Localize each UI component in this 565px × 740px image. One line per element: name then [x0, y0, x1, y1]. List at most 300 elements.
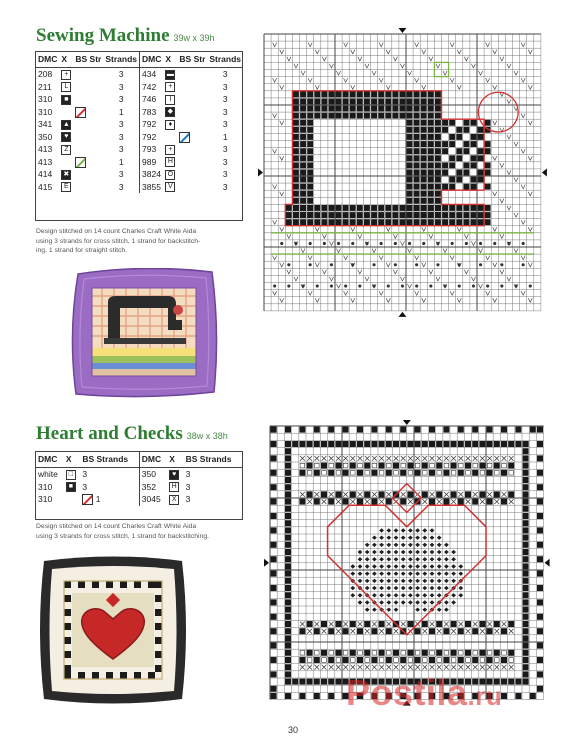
backstitch-symbol: [73, 168, 103, 181]
stitch-mark: [451, 242, 454, 245]
stitch-mark: [379, 441, 385, 447]
stitch-mark: [523, 542, 529, 548]
stitch-mark: [408, 499, 413, 504]
stitch-mark: [523, 628, 529, 634]
stitch-mark: [308, 78, 312, 82]
stitch-mark: [307, 621, 313, 627]
stitch-mark: [378, 205, 384, 211]
design-size: 38w x 38h: [186, 431, 228, 441]
stitch-mark: [293, 134, 299, 140]
strand-count: 3: [222, 156, 228, 167]
stitch-symbol-icon: ◆: [165, 107, 175, 117]
stitch-mark: [451, 665, 456, 670]
key-row: [36, 181, 243, 194]
stitch-mark: [401, 543, 406, 547]
stitch-mark: [401, 528, 406, 532]
stitch-mark: [322, 629, 327, 634]
stitch-mark: [458, 456, 463, 461]
stitch-mark: [437, 629, 442, 634]
stitch-mark: [429, 234, 433, 238]
stitch-mark: [358, 593, 363, 597]
stitch-mark: [415, 665, 420, 670]
stitch-mark: [472, 470, 478, 476]
stitch-mark: [329, 241, 333, 245]
stitch-mark: [463, 170, 469, 176]
sewing-machine-description: [36, 227, 246, 256]
stitch-mark: [285, 556, 291, 562]
stitch-mark: [293, 184, 299, 190]
stitch-mark: [285, 635, 291, 641]
stitch-mark: [415, 586, 420, 590]
stitch-mark: [372, 492, 377, 497]
cross-stitch-symbol: [163, 156, 177, 169]
stitch-mark: [523, 664, 529, 670]
stitch-mark: [307, 134, 313, 140]
check-square: [92, 581, 99, 588]
stitch-mark: [407, 155, 413, 161]
stitch-mark: [530, 427, 536, 433]
stitch-mark: [408, 71, 412, 75]
stitch-mark: [358, 550, 363, 554]
stitch-mark: [457, 50, 461, 54]
header-strands: Strands: [207, 52, 243, 68]
stitch-mark: [273, 43, 277, 47]
backstitch-symbol: [73, 143, 103, 156]
stitch-mark: [285, 441, 291, 447]
stitch-mark: [514, 178, 518, 182]
stitch-symbol-icon: I: [165, 95, 175, 105]
strand-count: 3: [222, 144, 228, 154]
stitch-mark: [537, 657, 543, 663]
stitch-mark: [451, 658, 456, 663]
stitch-mark: [408, 471, 413, 476]
stitch-mark: [428, 148, 434, 154]
stitch-mark: [401, 665, 406, 670]
stitch-mark: [400, 441, 406, 447]
stitch-mark: [415, 528, 420, 532]
stitch-mark: [458, 470, 464, 476]
stitch-mark: [364, 91, 370, 97]
stitch-mark: [479, 71, 483, 75]
stitch-mark: [329, 212, 335, 218]
stitch-mark: [407, 91, 413, 97]
stitch-mark: [329, 492, 334, 497]
stitch-mark: [435, 113, 441, 119]
stitch-mark: [415, 441, 421, 447]
stitch-mark: [480, 456, 485, 461]
cross-stitch-symbol: [59, 93, 73, 106]
stitch-mark: [471, 184, 477, 190]
stitch-mark: [478, 170, 484, 176]
stitch-mark: [379, 629, 384, 634]
stitch-mark: [523, 585, 529, 591]
stitch-mark: [428, 205, 434, 211]
stitch-mark: [314, 441, 320, 447]
stitch-mark: [449, 205, 455, 211]
stitch-mark: [415, 593, 420, 597]
stitch-mark: [451, 572, 456, 576]
stitch-mark: [329, 277, 333, 281]
stitch-mark: [394, 564, 399, 568]
center-arrow-right: [545, 559, 550, 567]
stitch-mark: [314, 91, 320, 97]
stitch-mark: [408, 665, 413, 670]
stitch-mark: [493, 85, 497, 89]
stitch-mark: [328, 693, 334, 699]
stitch-mark: [273, 185, 277, 189]
stitch-mark: [401, 536, 406, 540]
stitch-mark: [515, 679, 521, 685]
stitch-mark: [444, 456, 449, 461]
stitch-symbol-icon: X: [169, 495, 179, 505]
stitch-mark: [428, 155, 434, 161]
stitch-mark: [435, 127, 441, 133]
stitch-mark: [437, 456, 442, 461]
stitch-mark: [421, 205, 427, 211]
dmc-number: 310: [38, 494, 53, 504]
stitch-mark: [449, 184, 455, 190]
stitch-mark: [371, 106, 377, 112]
check-square: [155, 595, 162, 602]
stitch-mark: [400, 241, 404, 245]
stitch-symbol-icon: □: [66, 470, 76, 480]
stitch-mark: [280, 298, 284, 302]
stitch-mark: [328, 628, 334, 634]
stitch-mark: [478, 127, 484, 133]
stitch-mark: [523, 535, 529, 541]
stitch-mark: [473, 665, 478, 670]
stitch-mark: [414, 205, 420, 211]
stitch-mark: [364, 205, 370, 211]
backstitch-symbol: [73, 81, 103, 94]
stitch-mark: [309, 242, 312, 245]
stitch-symbol-icon: ♦: [165, 120, 175, 130]
stitch-mark: [379, 557, 384, 561]
stitch-mark: [435, 155, 441, 161]
watermark-tld: .ru: [467, 681, 503, 711]
stitch-mark: [478, 148, 484, 154]
stitch-mark: [400, 99, 406, 105]
stitch-mark: [501, 499, 507, 505]
stitch-mark: [407, 650, 413, 656]
header-strands: Strands: [103, 52, 139, 68]
stitch-mark: [401, 463, 406, 468]
stitch-mark: [343, 456, 348, 461]
stitch-mark: [379, 463, 385, 469]
stitch-mark: [523, 607, 529, 613]
stitch-mark: [329, 463, 334, 468]
stitch-mark: [300, 463, 305, 468]
stitch-mark: [299, 427, 305, 433]
stitch-mark: [364, 113, 370, 119]
stitch-mark: [350, 593, 355, 597]
stitch-mark: [466, 456, 471, 461]
stitch-mark: [444, 557, 449, 561]
stitch-mark: [435, 99, 441, 105]
stitch-mark: [530, 693, 536, 699]
stitch-mark: [315, 463, 320, 468]
stitch-mark: [528, 121, 532, 125]
stitch-mark: [428, 170, 434, 176]
stitch-mark: [386, 492, 391, 497]
stitch-mark: [372, 608, 377, 612]
stitch-mark: [372, 71, 376, 75]
stitch-mark: [435, 212, 441, 218]
dmc-number: 989: [140, 156, 164, 169]
stitch-mark: [371, 113, 377, 119]
stitch-mark: [494, 629, 499, 634]
stitch-mark: [393, 270, 397, 274]
stitch-mark: [421, 120, 427, 126]
stitch-mark: [414, 99, 420, 105]
stitch-mark: [380, 242, 383, 245]
backstitch-symbol: [177, 118, 207, 131]
stitch-mark: [307, 212, 313, 218]
stitch-mark: [401, 492, 406, 497]
stitch-mark: [350, 665, 355, 670]
stitch-mark: [285, 592, 291, 598]
stitch-mark: [300, 184, 306, 190]
stitch-mark: [300, 191, 306, 197]
stitch-mark: [507, 206, 511, 210]
stitch-mark: [357, 99, 363, 105]
stitch-mark: [508, 463, 514, 469]
stitch-mark: [379, 471, 384, 476]
stitch-symbol-icon: H: [165, 157, 175, 167]
key-row: [36, 468, 242, 481]
stitch-mark: [273, 78, 277, 82]
stitch-mark: [494, 463, 500, 469]
stitch-mark: [285, 628, 291, 634]
stitch-mark: [422, 650, 428, 656]
stitch-mark: [321, 491, 327, 497]
stitch-mark: [523, 441, 529, 447]
stitch-mark: [350, 91, 356, 97]
stitch-mark: [351, 227, 355, 231]
stitch-mark: [473, 463, 478, 468]
stitch-mark: [437, 557, 442, 561]
stitch-mark: [456, 127, 462, 133]
cross-stitch-symbol: [64, 493, 80, 506]
stitch-mark: [487, 665, 492, 670]
stitch-mark: [271, 499, 277, 505]
stitch-mark: [514, 213, 518, 217]
stitch-mark: [459, 463, 464, 468]
stitch-mark: [494, 621, 500, 627]
stitch-mark: [463, 120, 469, 126]
stitch-mark: [351, 85, 355, 89]
stitch-mark: [463, 141, 469, 147]
stitch-symbol-icon: ■: [66, 482, 76, 492]
stitch-mark: [407, 198, 413, 204]
stitch-mark: [394, 263, 397, 266]
stitch-mark: [421, 91, 427, 97]
stitch-mark: [422, 557, 427, 561]
stitch-mark: [321, 219, 327, 225]
stitch-mark: [299, 470, 305, 476]
heart-and-checks-color-key: [35, 451, 243, 520]
stitch-mark: [365, 586, 370, 590]
stitch-mark: [523, 578, 529, 584]
strand-count: 3: [222, 69, 228, 79]
key-row: [36, 93, 243, 106]
stitch-mark: [271, 441, 277, 447]
stitch-mark: [451, 557, 456, 561]
stitch-mark: [387, 463, 392, 468]
stitch-mark: [337, 284, 341, 288]
stitch-mark: [400, 91, 406, 97]
backstitch-symbol: 3: [82, 481, 88, 492]
stitch-mark: [443, 249, 447, 253]
stitch-mark: [507, 99, 511, 103]
stitch-mark: [285, 650, 291, 656]
stitch-mark: [407, 120, 413, 126]
stitch-mark: [422, 441, 428, 447]
sewing-machine-color-key: [35, 51, 243, 221]
strand-count: 1: [118, 106, 124, 117]
check-square: [92, 672, 99, 679]
backstitch-line-icon: [75, 157, 86, 168]
backstitch-line-icon: [75, 107, 86, 118]
stitch-mark: [471, 64, 475, 68]
stitch-mark: [422, 263, 426, 267]
stitch-mark: [444, 492, 449, 497]
stitch-mark: [408, 249, 412, 253]
stitch-mark: [422, 593, 427, 597]
stitch-mark: [315, 227, 319, 231]
stitch-mark: [442, 170, 448, 176]
stitch-mark: [407, 177, 413, 183]
stitch-mark: [472, 441, 478, 447]
stitch-mark: [273, 149, 277, 153]
stitch-mark: [528, 85, 532, 89]
stitch-mark: [321, 650, 327, 656]
description-line: Design stitched on 14 count Charles Craft White Aida: [36, 228, 197, 235]
stitch-mark: [386, 543, 391, 547]
stitch-mark: [285, 455, 291, 461]
stitch-mark: [437, 586, 442, 590]
sewing-machine-title: [36, 25, 215, 47]
stitch-mark: [300, 170, 306, 176]
stitch-mark: [493, 242, 496, 245]
stitch-mark: [292, 441, 298, 447]
stitch-mark: [271, 614, 277, 620]
stitch-mark: [478, 177, 484, 183]
stitch-mark: [365, 499, 370, 504]
stitch-mark: [285, 614, 291, 620]
stitch-mark: [357, 657, 363, 663]
stitch-mark: [358, 270, 362, 274]
stitch-mark: [350, 205, 356, 211]
stitch-mark: [357, 91, 363, 97]
stitch-mark: [308, 291, 312, 295]
stitch-mark: [343, 441, 349, 447]
stitch-mark: [509, 499, 514, 504]
stitch-mark: [364, 106, 370, 112]
stitch-mark: [415, 657, 421, 663]
stitch-mark: [428, 99, 434, 105]
center-arrow-top: [403, 420, 411, 425]
stitch-mark: [495, 658, 500, 663]
stitch-mark: [400, 113, 406, 119]
stitch-mark: [285, 563, 291, 569]
strand-count: 3: [222, 106, 228, 117]
stitch-mark: [415, 628, 421, 634]
stitch-mark: [329, 106, 335, 112]
stitch-mark: [321, 99, 327, 105]
stitch-mark: [421, 148, 427, 154]
dmc-number: 792: [140, 131, 164, 144]
stitch-mark: [408, 550, 413, 554]
dmc-number: 413: [38, 144, 53, 154]
key-row: [36, 106, 243, 119]
stitch-mark: [443, 628, 449, 634]
stitch-mark: [430, 543, 435, 547]
stitch-mark: [480, 658, 485, 663]
stitch-mark: [421, 99, 427, 105]
stitch-mark: [300, 148, 306, 154]
stitch-mark: [507, 170, 511, 174]
stitch-mark: [351, 658, 356, 663]
stitch-mark: [449, 141, 455, 147]
stitch-mark: [271, 686, 277, 692]
stitch-mark: [500, 263, 503, 266]
stitch-mark: [285, 463, 291, 469]
stitch-mark: [401, 586, 406, 590]
check-square: [155, 609, 162, 616]
stitch-mark: [528, 263, 532, 267]
stitch-mark: [329, 113, 335, 119]
stitch-mark: [472, 284, 475, 287]
stitch-mark: [385, 212, 391, 218]
stitch-mark: [444, 622, 449, 627]
stitch-mark: [314, 665, 319, 670]
stitch-mark: [458, 665, 463, 670]
stitch-mark: [285, 520, 291, 526]
stitch-mark: [329, 456, 334, 461]
strand-count: 3: [118, 181, 124, 192]
stitch-mark: [392, 219, 398, 225]
stitch-mark: [314, 113, 320, 119]
cross-stitch-symbol: [163, 106, 177, 119]
stitch-mark: [435, 184, 441, 190]
stitch-mark: [456, 155, 462, 161]
stitch-mark: [537, 542, 543, 548]
stitch-mark: [466, 665, 471, 670]
stitch-mark: [487, 470, 493, 476]
stitch-mark: [435, 170, 441, 176]
stitch-mark: [407, 219, 413, 225]
center-arrow-left: [264, 559, 269, 567]
stitch-mark: [471, 241, 475, 245]
stitch-mark: [285, 427, 291, 433]
stitch-mark: [430, 600, 435, 604]
stitch-mark: [300, 141, 306, 147]
stitch-mark: [378, 113, 384, 119]
stitch-mark: [430, 456, 435, 461]
stitch-mark: [343, 463, 348, 468]
stitch-mark: [415, 456, 420, 461]
stitch-mark: [523, 621, 529, 627]
stitch-mark: [463, 148, 469, 154]
stitch-mark: [435, 162, 441, 168]
stitch-mark: [422, 543, 427, 547]
stitch-mark: [329, 219, 335, 225]
stitch-mark: [458, 622, 463, 627]
center-arrow-right: [542, 168, 547, 176]
stitch-mark: [422, 536, 427, 540]
stitch-mark: [485, 162, 491, 168]
